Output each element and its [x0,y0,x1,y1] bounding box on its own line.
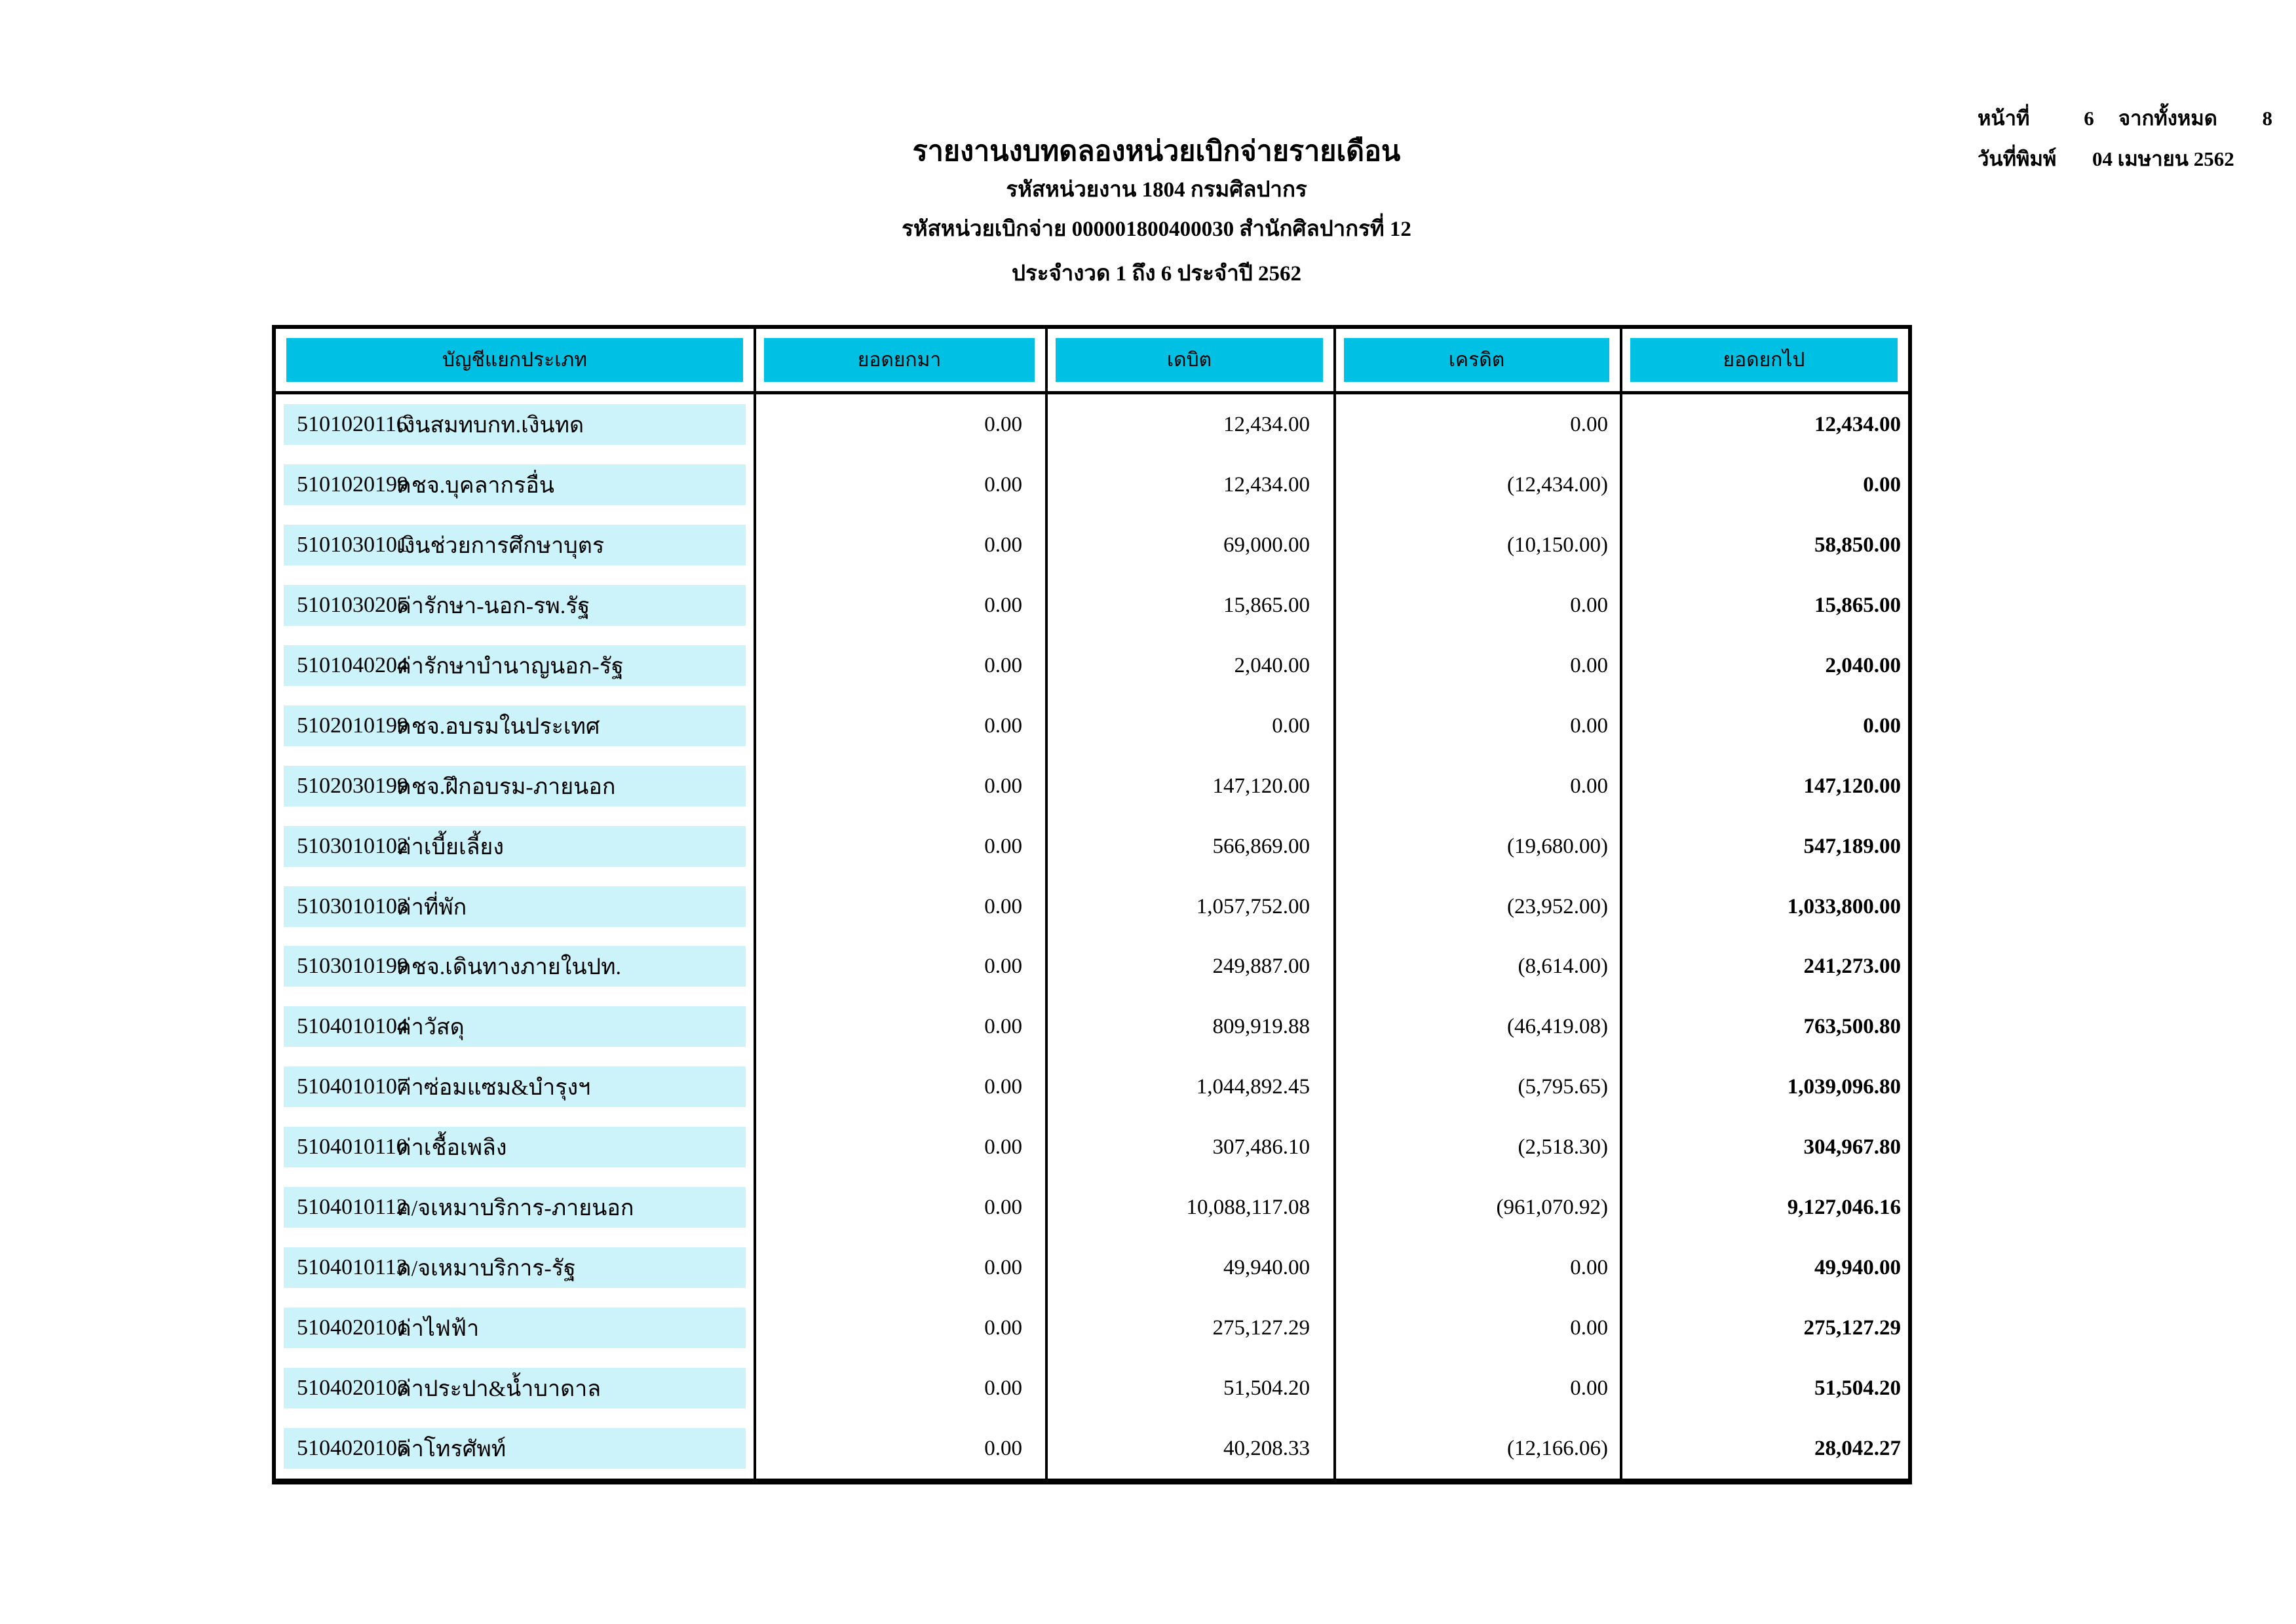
account-cell [284,1308,746,1348]
account-code: 5104010112 [297,1195,408,1220]
debit-value: 12,434.00 [1223,472,1310,497]
credit-value: (46,419.08) [1507,1015,1608,1039]
trial-balance-table [272,325,1912,1484]
carried-forward-value: 1,039,096.80 [1787,1075,1901,1099]
header-label-credit: เครดิต [1344,338,1609,382]
account-cell [284,1067,746,1107]
header-cell-debit [1045,329,1333,391]
header-cell-brought-forward [754,329,1045,391]
account-name: คชจ.เดินทางภายในปท. [396,955,622,980]
debit-value: 566,869.00 [1212,834,1310,858]
brought-forward-value: 0.00 [984,894,1022,918]
brought-forward-value: 0.00 [984,1316,1022,1340]
carried-forward-value: 763,500.80 [1803,1015,1901,1039]
account-name: ค่าซ่อมแซม&บำรุงฯ [396,1076,591,1101]
carried-forward-value: 0.00 [1863,472,1901,497]
debit-value: 809,919.88 [1212,1015,1310,1039]
debit-value: 147,120.00 [1212,774,1310,798]
total-pages: 8 [2262,107,2272,130]
table-row [276,455,1908,515]
carried-forward-value: 241,273.00 [1803,954,1901,979]
page-number: 6 [2084,107,2094,130]
account-name: ค่าโทรศัพท์ [396,1437,507,1462]
account-cell [284,1006,746,1047]
account-name: ค่าเบี้ยเลี้ยง [396,835,504,859]
brought-forward-value: 0.00 [984,1135,1022,1160]
brought-forward-value: 0.00 [984,774,1022,798]
account-name: ค่ารักษาบำนาญนอก-รัฐ [396,654,624,679]
account-code: 5102030199 [297,773,408,798]
account-cell [284,1247,746,1288]
brought-forward-value: 0.00 [984,1376,1022,1400]
account-cell [284,1428,746,1469]
account-name: คชจ.อบรมในประเทศ [396,714,600,739]
brought-forward-value: 0.00 [984,954,1022,979]
credit-value: 0.00 [1570,653,1608,677]
carried-forward-value: 49,940.00 [1814,1256,1901,1280]
header-label-account: บัญชีแยกประเภท [286,338,743,382]
debit-value: 1,044,892.45 [1196,1075,1310,1099]
carried-forward-value: 51,504.20 [1814,1376,1901,1400]
page-label: หน้าที่ [1978,107,2030,130]
account-code: 5104010110 [297,1135,408,1160]
brought-forward-value: 0.00 [984,1196,1022,1220]
account-code: 5101020116 [297,412,408,436]
account-name: เงินสมทบกท.เงินทด [396,413,584,438]
brought-forward-value: 0.00 [984,1015,1022,1039]
credit-value: 0.00 [1570,1376,1608,1400]
agency-code-line: รหัสหน่วยงาน 1804 กรมศิลปากร [1006,178,1307,202]
carried-forward-value: 547,189.00 [1803,834,1901,858]
account-name: ค่ารักษา-นอก-รพ.รัฐ [396,594,590,618]
print-date-label: วันที่พิมพ์ [1978,147,2057,170]
column-divider [754,329,756,1479]
debit-value: 15,865.00 [1223,593,1310,617]
brought-forward-value: 0.00 [984,1436,1022,1460]
account-cell [284,826,746,867]
account-name: ค่าวัสดุ [396,1015,465,1040]
debit-value: 2,040.00 [1234,653,1310,677]
carried-forward-value: 15,865.00 [1814,593,1901,617]
credit-value: 0.00 [1570,1256,1608,1280]
table-row [276,1358,1908,1418]
header-cell-account [276,329,754,391]
brought-forward-value: 0.00 [984,1075,1022,1099]
table-header-row [276,329,1908,394]
account-cell [284,1368,746,1408]
table-row [276,1298,1908,1358]
credit-value: (12,434.00) [1507,472,1608,497]
header-cell-carried-forward [1620,329,1908,391]
table-body [276,394,1908,1479]
account-code: 5101020199 [297,472,408,497]
credit-value: 0.00 [1570,1316,1608,1340]
table-row [276,816,1908,877]
account-cell [284,766,746,806]
table-row [276,1237,1908,1298]
brought-forward-value: 0.00 [984,472,1022,497]
debit-value: 275,127.29 [1212,1316,1310,1340]
account-name: ค่าที่พัก [396,895,467,920]
debit-value: 49,940.00 [1223,1256,1310,1280]
table-row [276,1117,1908,1177]
credit-value: (19,680.00) [1507,834,1608,858]
table-row [276,996,1908,1057]
carried-forward-value: 2,040.00 [1825,653,1901,677]
column-divider [1333,329,1336,1479]
brought-forward-value: 0.00 [984,533,1022,557]
table-row [276,1057,1908,1117]
account-code: 5103010102 [297,833,408,858]
column-divider [1045,329,1048,1479]
brought-forward-value: 0.00 [984,834,1022,858]
table-row [276,515,1908,575]
column-divider [1620,329,1622,1479]
credit-value: (10,150.00) [1507,533,1608,557]
account-cell [284,706,746,746]
debit-value: 12,434.00 [1223,413,1310,436]
header-label-carried-forward: ยอดยกไป [1630,338,1898,382]
carried-forward-value: 58,850.00 [1814,533,1901,557]
brought-forward-value: 0.00 [984,593,1022,617]
account-code: 5103010199 [297,954,408,979]
carried-forward-value: 9,127,046.16 [1787,1196,1901,1220]
account-code: 5102010199 [297,713,408,738]
table-row [276,635,1908,696]
carried-forward-value: 12,434.00 [1814,413,1901,436]
header-label-debit: เดบิต [1056,338,1323,382]
account-code: 5101030205 [297,592,408,617]
table-row [276,1177,1908,1237]
account-name: คชจ.บุคลากรอื่น [396,473,555,498]
debit-value: 249,887.00 [1212,954,1310,979]
credit-value: (23,952.00) [1507,894,1608,918]
account-cell [284,404,746,445]
debit-value: 1,057,752.00 [1196,894,1310,918]
credit-value: 0.00 [1570,774,1608,798]
account-name: ค/จเหมาบริการ-ภายนอก [396,1196,634,1221]
debit-value: 51,504.20 [1223,1376,1310,1400]
account-cell [284,585,746,626]
debit-value: 10,088,117.08 [1186,1196,1310,1220]
carried-forward-value: 28,042.27 [1814,1436,1901,1460]
account-code: 5101030101 [297,532,408,557]
account-cell [284,1187,746,1228]
carried-forward-value: 0.00 [1863,713,1901,738]
account-cell [284,525,746,565]
credit-value: 0.00 [1570,713,1608,738]
account-code: 5104020105 [297,1435,408,1460]
account-cell [284,645,746,686]
debit-value: 40,208.33 [1223,1436,1310,1460]
table-row [276,394,1908,455]
account-name: คชจ.ฝึกอบรม-ภายนอก [396,774,616,799]
table-row [276,936,1908,996]
brought-forward-value: 0.00 [984,713,1022,738]
credit-value: (5,795.65) [1518,1075,1608,1099]
table-row [276,877,1908,937]
account-code: 5103010103 [297,894,408,918]
print-date: 04 เมษายน 2562 [2092,147,2234,170]
account-name: ค่าไฟฟ้า [396,1317,480,1342]
period-line: ประจำงวด 1 ถึง 6 ประจำปี 2562 [1012,262,1301,286]
report-title: รายงานงบทดลองหน่วยเบิกจ่ายรายเดือน [912,136,1401,167]
account-name: ค่าเชื้อเพลิง [396,1136,507,1161]
account-code: 5104020101 [297,1315,408,1340]
account-cell [284,464,746,505]
table-row [276,696,1908,756]
debit-value: 69,000.00 [1223,533,1310,557]
account-name: ค/จเหมาบริการ-รัฐ [396,1256,576,1281]
credit-value: 0.00 [1570,593,1608,617]
disbursement-unit-line: รหัสหน่วยเบิกจ่าย 000001800400030 สำนักศิลปากรที่ 12 [902,217,1411,241]
carried-forward-value: 147,120.00 [1803,774,1901,798]
credit-value: (2,518.30) [1518,1135,1608,1160]
debit-value: 307,486.10 [1212,1135,1310,1160]
account-name: ค่าประปา&น้ำบาดาล [396,1377,602,1401]
table-row [276,1418,1908,1479]
account-code: 5104020103 [297,1376,408,1400]
brought-forward-value: 0.00 [984,1256,1022,1280]
account-cell [284,886,746,927]
table-row [276,575,1908,635]
carried-forward-value: 304,967.80 [1803,1135,1901,1160]
account-code: 5104010113 [297,1255,408,1280]
carried-forward-value: 275,127.29 [1803,1316,1901,1340]
table-row [276,756,1908,816]
account-code: 5101040204 [297,652,408,677]
header-label-brought-forward: ยอดยกมา [764,338,1035,382]
header-cell-credit [1333,329,1620,391]
credit-value: (961,070.92) [1496,1196,1608,1220]
credit-value: (8,614.00) [1518,954,1608,979]
account-code: 5104010107 [297,1074,408,1099]
brought-forward-value: 0.00 [984,653,1022,677]
account-cell [284,946,746,987]
account-name: เงินช่วยการศึกษาบุตร [396,533,605,558]
debit-value: 0.00 [1272,713,1310,738]
total-pages-label: จากทั้งหมด [2118,107,2217,130]
credit-value: (12,166.06) [1507,1436,1608,1460]
account-cell [284,1127,746,1167]
carried-forward-value: 1,033,800.00 [1787,894,1901,918]
credit-value: 0.00 [1570,413,1608,436]
brought-forward-value: 0.00 [984,413,1022,436]
account-code: 5104010104 [297,1014,408,1039]
